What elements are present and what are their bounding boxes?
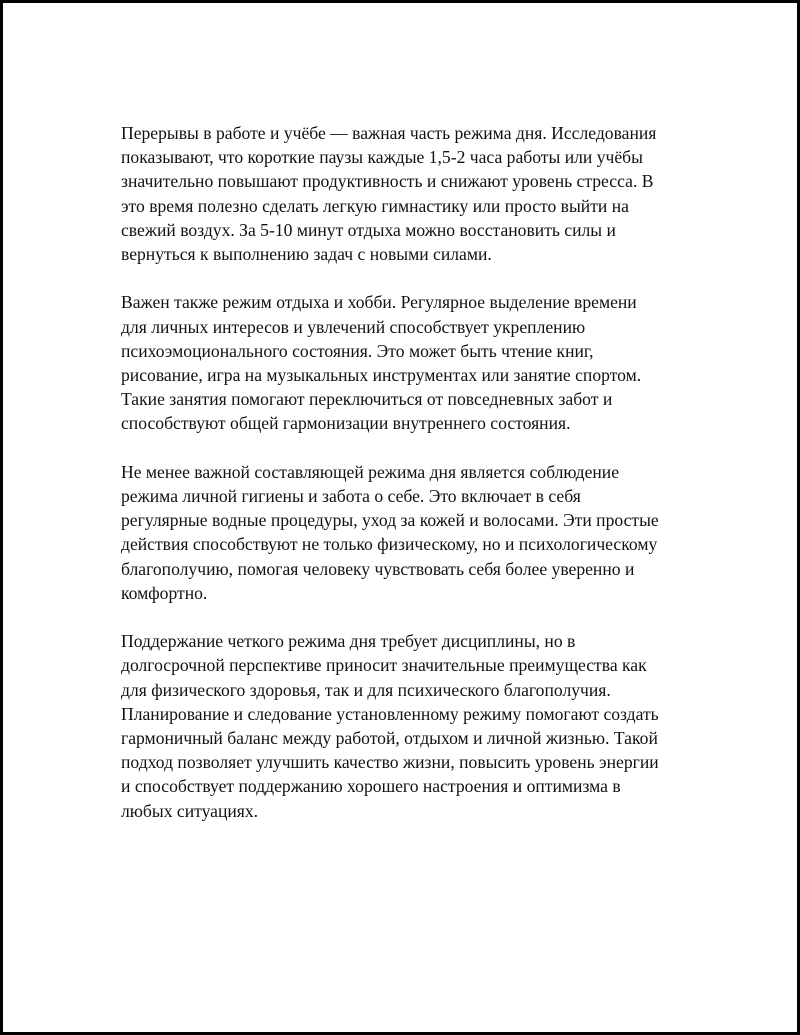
- text-line: комфортно.: [121, 582, 208, 603]
- text-line: Такие занятия помогают переключиться от повседневных забот и: [121, 389, 613, 410]
- text-line: регулярные водные процедуры, уход за кожей и волосами. Эти простые: [121, 510, 659, 531]
- text-line: долгосрочной перспективе приносит значительные преимущества как: [121, 655, 647, 676]
- text-line: показывают, что короткие паузы каждые 1,5-2 часа работы или учёбы: [121, 147, 643, 168]
- paragraph-hobbies: [121, 290, 691, 435]
- text-line: подход позволяет улучшить качество жизни, повысить уровень энергии: [121, 752, 659, 773]
- text-line: для физического здоровья, так и для психического благополучия.: [121, 679, 611, 700]
- text-line: Планирование и следование установленному режиму помогают создать: [121, 703, 659, 724]
- text-line: любых ситуациях.: [121, 800, 259, 821]
- paragraph-discipline: [121, 629, 691, 823]
- paragraph-breaks: [121, 121, 691, 266]
- text-line: психоэмоционального состояния. Это может быть чтение книг,: [121, 340, 594, 361]
- text-line: действия способствуют не только физическому, но и психологическому: [121, 534, 658, 555]
- text-line: и способствует поддержанию хорошего настроения и оптимизма в: [121, 776, 621, 797]
- text-line: вернуться к выполнению задач с новыми силами.: [121, 244, 492, 265]
- text-line: гармоничный баланс между работой, отдыхом и личной жизнью. Такой: [121, 728, 658, 749]
- text-line: это время полезно сделать легкую гимнастику или просто выйти на: [121, 195, 629, 216]
- text-line: Поддержание четкого режима дня требует дисциплины, но в: [121, 631, 576, 652]
- text-line: Перерывы в работе и учёбе — важная часть режима дня. Исследования: [121, 123, 657, 143]
- text-line: Не менее важной составляющей режима дня является соблюдение: [121, 461, 620, 482]
- text-line: режима личной гигиены и забота о себе. Это включает в себя: [121, 486, 581, 507]
- text-line: способствуют общей гармонизации внутреннего состояния.: [121, 413, 571, 434]
- text-line: значительно повышают продуктивность и снижают уровень стресса. В: [121, 171, 654, 192]
- document-body: [121, 121, 691, 847]
- text-line: свежий воздух. За 5-10 минут отдыха можно восстановить силы и: [121, 219, 616, 240]
- paragraph-hygiene: [121, 460, 691, 605]
- text-line: благополучию, помогая человеку чувствовать себя более уверенно и: [121, 558, 635, 579]
- text-line: для личных интересов и увлечений способствует укреплению: [121, 316, 586, 337]
- text-line: Важен также режим отдыха и хобби. Регулярное выделение времени: [121, 292, 637, 313]
- text-line: рисование, игра на музыкальных инструментах или занятие спортом.: [121, 365, 642, 386]
